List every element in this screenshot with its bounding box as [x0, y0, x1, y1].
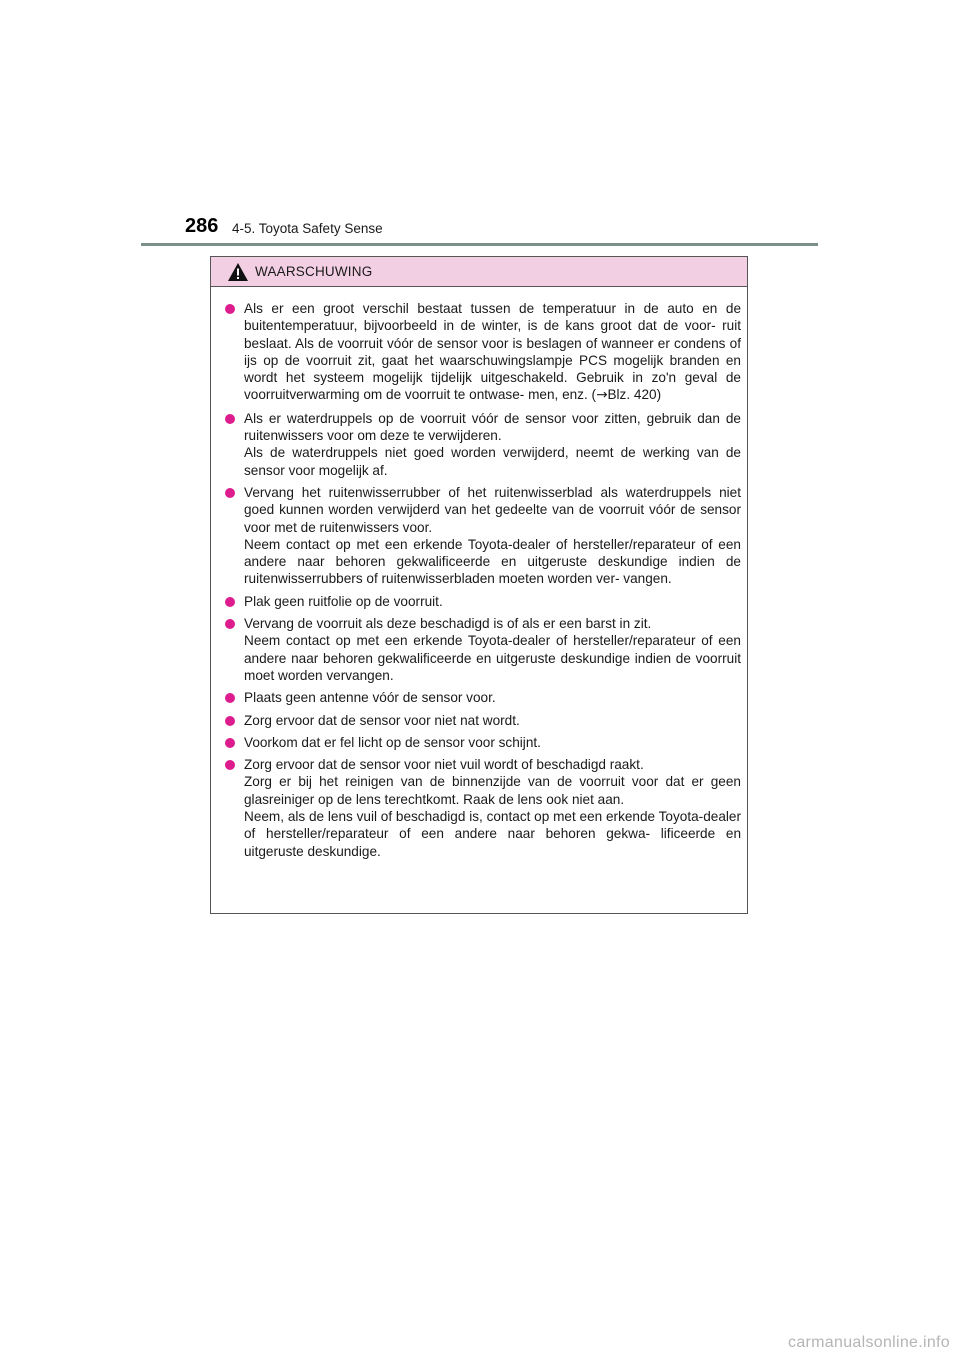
arrow-icon: → [596, 387, 608, 404]
section-title: 4-5. Toyota Safety Sense [232, 221, 383, 236]
paragraph: Neem, als de lens vuil of beschadigd is, contact op met een erkende Toyota-dealer of hersteller/reparateur of een andere naar behoren gekwa- lificeerde en uitgeruste deskundige. [244, 809, 741, 859]
paragraph: Plaats geen antenne vóór de sensor voor. [244, 690, 496, 706]
list-item [225, 689, 741, 706]
paragraph: Vervang het ruitenwisserrubber of het ruitenwisserblad als waterdruppels niet goed kunnen worden verwijderd van het gedeelte van de voorruit vóór de sensor voor met de ruitenwissers voor. [244, 484, 741, 535]
paragraph: Als er waterdruppels op de voorruit vóór de sensor voor zitten, gebruik dan de ruitenwissers voor om deze te verwijderen. [244, 410, 741, 444]
paragraph: Zorg ervoor dat de sensor voor niet nat wordt. [244, 712, 520, 728]
paragraph: Zorg ervoor dat de sensor voor niet vuil wordt of beschadigd raakt. [244, 757, 644, 773]
list-item [225, 484, 741, 588]
bullet-dot-icon [225, 304, 235, 314]
page-reference-link[interactable]: Blz. 420) [607, 387, 662, 403]
bullet-dot-icon [225, 619, 235, 629]
bullet-dot-icon [225, 693, 235, 703]
list-item [225, 593, 741, 610]
bullet-dot-icon [225, 738, 235, 748]
list-item [225, 615, 741, 684]
warning-triangle-icon [227, 262, 249, 282]
paragraph: Als de waterdruppels niet goed worden verwijderd, neemt de werking van de sensor voor mogelijk af. [244, 445, 741, 478]
paragraph: Plak geen ruitfolie op de voorruit. [244, 593, 443, 609]
paragraph: Voorkom dat er fel licht op de sensor voor schijnt. [244, 734, 541, 750]
bullet-dot-icon [225, 760, 235, 770]
warning-title: WAARSCHUWING [255, 264, 373, 279]
list-item [225, 410, 741, 479]
bullet-dot-icon [225, 597, 235, 607]
list-item [225, 756, 741, 860]
header-rule [141, 243, 818, 246]
paragraph: Vervang de voorruit als deze beschadigd is of als er een barst in zit. [244, 616, 652, 632]
paragraph-text: Als er een groot verschil bestaat tussen de temperatuur in de auto en de buitentemperatuur, bijvoorbeeld in de winter, is de kans groot dat de voor- ruit beslaat. Als de voorruit vóór de sensor voor is beslagen of wanneer er condens of ijs op de voorruit zit, gaat het waarschuwingslampje PCS mogelijk branden en wordt het systeem mogelijk tijdelijk uitgeschakeld. Gebruik in zo'n geval de voorruitverwarming om de voorruit te ontwase- men, enz. ( [244, 301, 741, 403]
watermark: carmanualsonline.info [788, 1334, 950, 1351]
bullet-dot-icon [225, 488, 235, 498]
paragraph: Zorg er bij het reinigen van de binnenzijde van de voorruit voor dat er geen glasreiniger op de lens terechtkomt. Raak de lens ook niet aan. [244, 774, 741, 807]
paragraph: Neem contact op met een erkende Toyota-dealer of hersteller/reparateur of een andere naar behoren gekwalificeerde en uitgeruste deskundige indien de ruitenwisserrubbers of ruitenwisserbladen moeten worden ver- vangen. [244, 536, 741, 587]
list-item [225, 712, 741, 729]
bullet-dot-icon [225, 716, 235, 726]
warning-box [210, 256, 748, 914]
warning-list [211, 287, 747, 860]
bullet-dot-icon [225, 414, 235, 424]
page-number: 286 [185, 215, 219, 237]
paragraph: Neem contact op met een erkende Toyota-dealer of hersteller/reparateur of een andere naar behoren gekwalificeerde en uitgeruste deskundige indien de voorruit moet worden vervangen. [244, 633, 741, 683]
list-item [225, 734, 741, 751]
paragraph [244, 300, 741, 405]
warning-header [211, 257, 747, 287]
list-item [225, 300, 741, 405]
